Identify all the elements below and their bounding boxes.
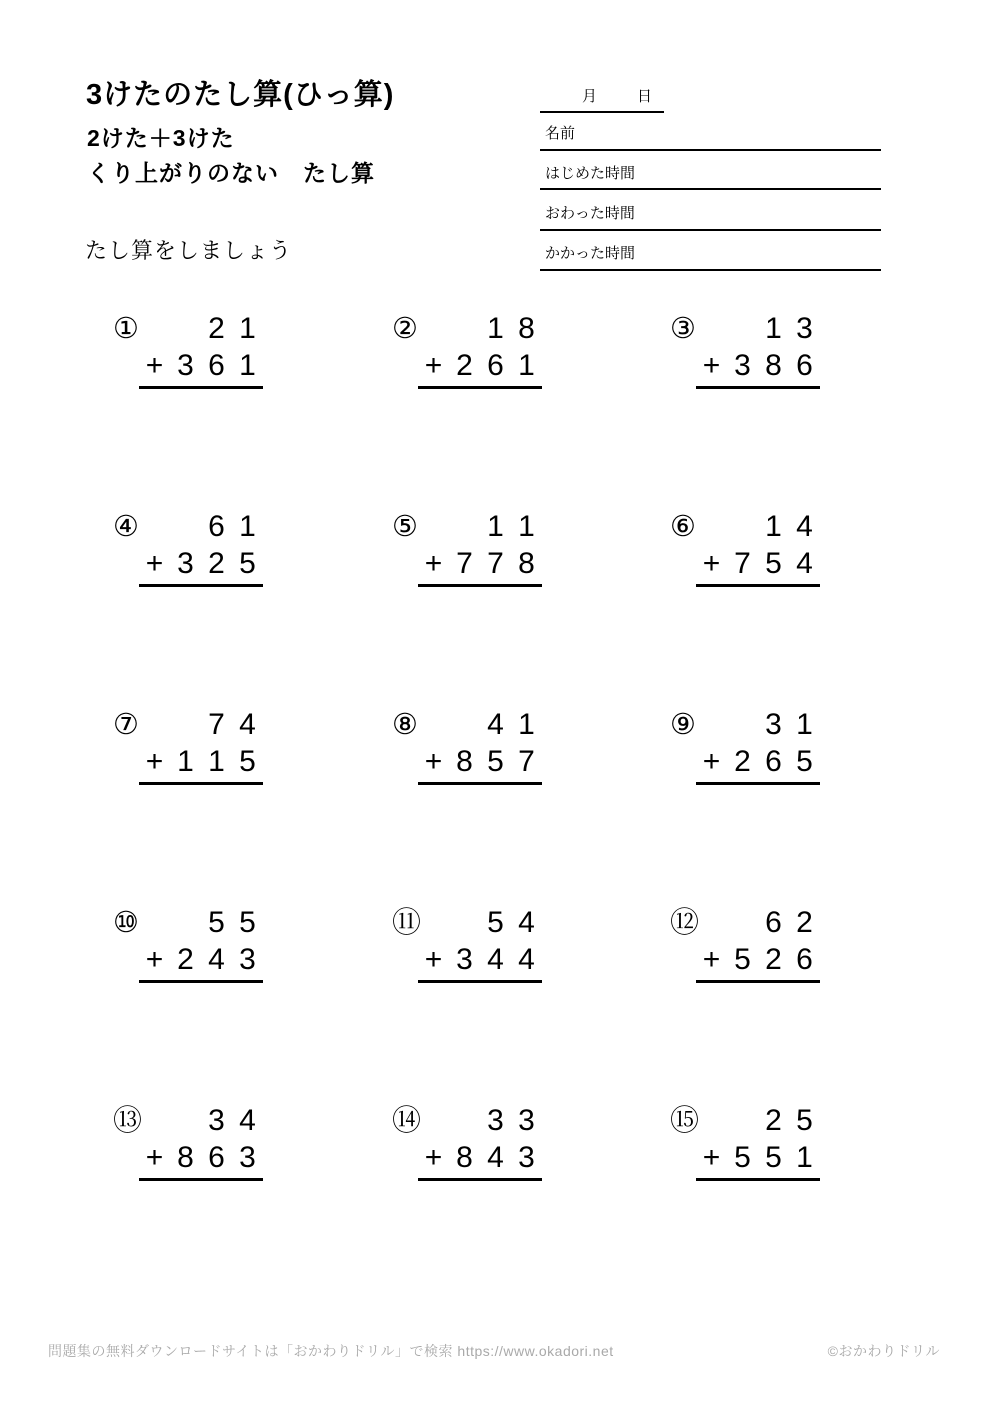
digit-cell: 4 <box>208 943 225 976</box>
digit-cell: 1 <box>796 708 813 741</box>
digit-cell <box>418 706 449 743</box>
bottom-row <box>696 743 820 780</box>
digit-cell: 6 <box>765 906 782 939</box>
digit-cell: 1 <box>239 349 256 382</box>
calc-area <box>418 310 542 389</box>
page-title: 3けたのたし算(ひっ算) <box>86 79 395 111</box>
digit-cell: 3 <box>177 547 194 580</box>
calc-area <box>418 904 542 983</box>
top-row <box>696 1102 820 1139</box>
digit-cell: 1 <box>765 510 782 543</box>
calc-area <box>696 1102 820 1181</box>
digit-cell: 3 <box>487 1104 504 1137</box>
digit-cell: 8 <box>765 349 782 382</box>
digit-cell: 6 <box>208 1141 225 1174</box>
digit-cell: 2 <box>456 349 473 382</box>
bottom-row <box>696 1139 820 1176</box>
problem-number: ① <box>113 313 139 345</box>
digit-cell <box>170 310 201 347</box>
problem-number: ⑬ <box>113 1105 143 1137</box>
digit-cell: + <box>145 745 164 778</box>
digit-cell: 1 <box>239 312 256 345</box>
problem <box>670 1102 830 1192</box>
calc-area <box>696 310 820 389</box>
digit-cell: 6 <box>208 510 225 543</box>
digit-cell: 5 <box>734 1141 751 1174</box>
digit-cell: + <box>145 1141 164 1174</box>
calc-area <box>139 508 263 587</box>
digit-cell: 1 <box>518 708 535 741</box>
calc-area <box>139 904 263 983</box>
bottom-row <box>418 347 542 384</box>
digit-cell <box>696 706 727 743</box>
digit-cell <box>727 310 758 347</box>
calc-area <box>139 706 263 785</box>
digit-cell <box>696 310 727 347</box>
digit-cell: 4 <box>239 1104 256 1137</box>
problem-number: ⑥ <box>670 511 696 543</box>
footer-site-credit: 問題集の無料ダウンロードサイトは「おかわりドリル」で検索 https://www.okadori.net <box>48 1343 614 1359</box>
digit-cell: 7 <box>208 708 225 741</box>
digit-cell: 2 <box>208 312 225 345</box>
calc-area <box>696 508 820 587</box>
digit-cell: 1 <box>177 745 194 778</box>
digit-cell: 7 <box>456 547 473 580</box>
digit-cell: 5 <box>239 547 256 580</box>
problem-number: ④ <box>113 511 139 543</box>
calc-area <box>418 508 542 587</box>
digit-cell: 4 <box>518 943 535 976</box>
top-row <box>139 706 263 743</box>
digit-cell: 6 <box>487 349 504 382</box>
digit-cell: + <box>145 547 164 580</box>
top-row <box>418 1102 542 1139</box>
digit-cell <box>139 310 170 347</box>
digit-cell <box>139 706 170 743</box>
bottom-row <box>418 743 542 780</box>
digit-cell: 3 <box>518 1104 535 1137</box>
digit-cell: 6 <box>796 943 813 976</box>
digit-cell: 6 <box>796 349 813 382</box>
top-row <box>418 508 542 545</box>
digit-cell: 1 <box>208 745 225 778</box>
problem-number: ⑦ <box>113 709 139 741</box>
bottom-row <box>139 545 263 582</box>
digit-cell: 3 <box>765 708 782 741</box>
digit-cell <box>170 904 201 941</box>
top-row <box>696 706 820 743</box>
problem-number: ⑩ <box>113 907 139 939</box>
digit-cell <box>727 508 758 545</box>
problem <box>392 904 552 994</box>
digit-cell <box>139 508 170 545</box>
digit-cell: + <box>424 547 443 580</box>
digit-cell <box>727 706 758 743</box>
digit-cell: + <box>702 349 721 382</box>
problem <box>113 1102 273 1192</box>
top-row <box>418 904 542 941</box>
digit-cell: 8 <box>177 1141 194 1174</box>
digit-cell: 6 <box>208 349 225 382</box>
problem <box>113 508 273 598</box>
digit-cell: 5 <box>239 906 256 939</box>
problem-number: ⑧ <box>392 709 418 741</box>
digit-cell: 2 <box>765 943 782 976</box>
digit-cell: 2 <box>765 1104 782 1137</box>
digit-cell: 1 <box>765 312 782 345</box>
top-row <box>139 904 263 941</box>
bottom-row <box>418 941 542 978</box>
problem <box>670 508 830 598</box>
problem <box>670 310 830 400</box>
problem <box>392 1102 552 1192</box>
day-label: 日 <box>637 88 653 105</box>
digit-cell: 3 <box>796 312 813 345</box>
digit-cell: 4 <box>518 906 535 939</box>
calc-area <box>139 310 263 389</box>
calc-area <box>139 1102 263 1181</box>
bottom-row <box>139 743 263 780</box>
digit-cell: + <box>424 349 443 382</box>
digit-cell: 3 <box>239 1141 256 1174</box>
month-label: 月 <box>582 88 598 105</box>
digit-cell: + <box>424 1141 443 1174</box>
digit-cell: 5 <box>487 906 504 939</box>
digit-cell <box>139 1102 170 1139</box>
digit-cell: 1 <box>239 510 256 543</box>
digit-cell: + <box>424 745 443 778</box>
problem-number: ⑭ <box>392 1105 422 1137</box>
problem-number: ⑨ <box>670 709 696 741</box>
bottom-row <box>696 347 820 384</box>
digit-cell: 2 <box>796 906 813 939</box>
name-label: 名前 <box>545 125 576 142</box>
digit-cell <box>696 904 727 941</box>
digit-cell <box>139 904 170 941</box>
problem-number: ⑪ <box>392 907 422 939</box>
digit-cell: + <box>424 943 443 976</box>
digit-cell: 8 <box>456 1141 473 1174</box>
digit-cell: 3 <box>734 349 751 382</box>
calc-area <box>696 904 820 983</box>
digit-cell <box>449 904 480 941</box>
bottom-row <box>139 941 263 978</box>
digit-cell <box>170 508 201 545</box>
digit-cell <box>449 706 480 743</box>
digit-cell: + <box>702 547 721 580</box>
problem-number: ③ <box>670 313 696 345</box>
digit-cell: 1 <box>796 1141 813 1174</box>
digit-cell <box>449 310 480 347</box>
problem <box>392 508 552 598</box>
elapsed-time-label: かかった時間 <box>545 245 636 262</box>
digit-cell: 4 <box>487 708 504 741</box>
problem <box>113 706 273 796</box>
top-row <box>696 508 820 545</box>
top-row <box>139 508 263 545</box>
digit-cell <box>696 508 727 545</box>
digit-cell: 5 <box>796 745 813 778</box>
top-row <box>139 1102 263 1139</box>
digit-cell: 1 <box>518 510 535 543</box>
digit-cell: 2 <box>208 547 225 580</box>
problem-number: ⑤ <box>392 511 418 543</box>
digit-cell: 2 <box>177 943 194 976</box>
digit-cell: 8 <box>518 547 535 580</box>
start-time-label: はじめた時間 <box>545 165 636 182</box>
bottom-row <box>418 545 542 582</box>
digit-cell: 8 <box>456 745 473 778</box>
digit-cell: 3 <box>518 1141 535 1174</box>
digit-cell: 3 <box>177 349 194 382</box>
bottom-row <box>139 347 263 384</box>
digit-cell: 1 <box>518 349 535 382</box>
bottom-row <box>696 545 820 582</box>
problem <box>113 310 273 400</box>
digit-cell: 4 <box>487 1141 504 1174</box>
digit-cell: + <box>702 943 721 976</box>
problem <box>670 904 830 994</box>
top-row <box>696 904 820 941</box>
digit-cell: 7 <box>734 547 751 580</box>
digit-cell: 5 <box>765 1141 782 1174</box>
digit-cell: 5 <box>208 906 225 939</box>
calc-area <box>418 706 542 785</box>
problem-number: ② <box>392 313 418 345</box>
top-row <box>696 310 820 347</box>
footer-copyright: ©おかわりドリル <box>827 1343 940 1359</box>
digit-cell: + <box>702 1141 721 1174</box>
digit-cell: 3 <box>239 943 256 976</box>
digit-cell: 4 <box>796 510 813 543</box>
digit-cell: 7 <box>487 547 504 580</box>
digit-cell <box>418 508 449 545</box>
bottom-row <box>696 941 820 978</box>
digit-cell: + <box>145 943 164 976</box>
calc-area <box>418 1102 542 1181</box>
digit-cell <box>449 508 480 545</box>
digit-cell <box>696 1102 727 1139</box>
digit-cell: 5 <box>239 745 256 778</box>
digit-cell <box>170 1102 201 1139</box>
top-row <box>418 706 542 743</box>
digit-cell: 4 <box>796 547 813 580</box>
digit-cell: 1 <box>487 312 504 345</box>
digit-cell: 6 <box>765 745 782 778</box>
subtitle-digits: 2けた＋3けた <box>87 125 235 151</box>
digit-cell: 3 <box>456 943 473 976</box>
digit-cell: 5 <box>765 547 782 580</box>
digit-cell: 8 <box>518 312 535 345</box>
digit-cell <box>449 1102 480 1139</box>
digit-cell <box>727 904 758 941</box>
top-row <box>139 310 263 347</box>
bottom-row <box>418 1139 542 1176</box>
digit-cell: 5 <box>796 1104 813 1137</box>
subtitle-carry: くり上がりのない たし算 <box>87 160 375 186</box>
digit-cell: 5 <box>734 943 751 976</box>
digit-cell <box>727 1102 758 1139</box>
problem <box>392 706 552 796</box>
digit-cell: + <box>702 745 721 778</box>
calc-area <box>696 706 820 785</box>
digit-cell <box>170 706 201 743</box>
bottom-row <box>139 1139 263 1176</box>
instruction-text: たし算をしましょう <box>85 238 293 263</box>
digit-cell: 7 <box>518 745 535 778</box>
problem <box>670 706 830 796</box>
top-row <box>418 310 542 347</box>
problem <box>392 310 552 400</box>
digit-cell <box>418 310 449 347</box>
problem-number: ⑮ <box>670 1105 700 1137</box>
digit-cell: 3 <box>208 1104 225 1137</box>
digit-cell <box>418 904 449 941</box>
problem-number: ⑫ <box>670 907 700 939</box>
digit-cell: 4 <box>487 943 504 976</box>
digit-cell: 1 <box>487 510 504 543</box>
digit-cell <box>418 1102 449 1139</box>
digit-cell: 5 <box>487 745 504 778</box>
digit-cell: + <box>145 349 164 382</box>
digit-cell: 4 <box>239 708 256 741</box>
problem <box>113 904 273 994</box>
digit-cell: 2 <box>734 745 751 778</box>
end-time-label: おわった時間 <box>545 205 635 222</box>
